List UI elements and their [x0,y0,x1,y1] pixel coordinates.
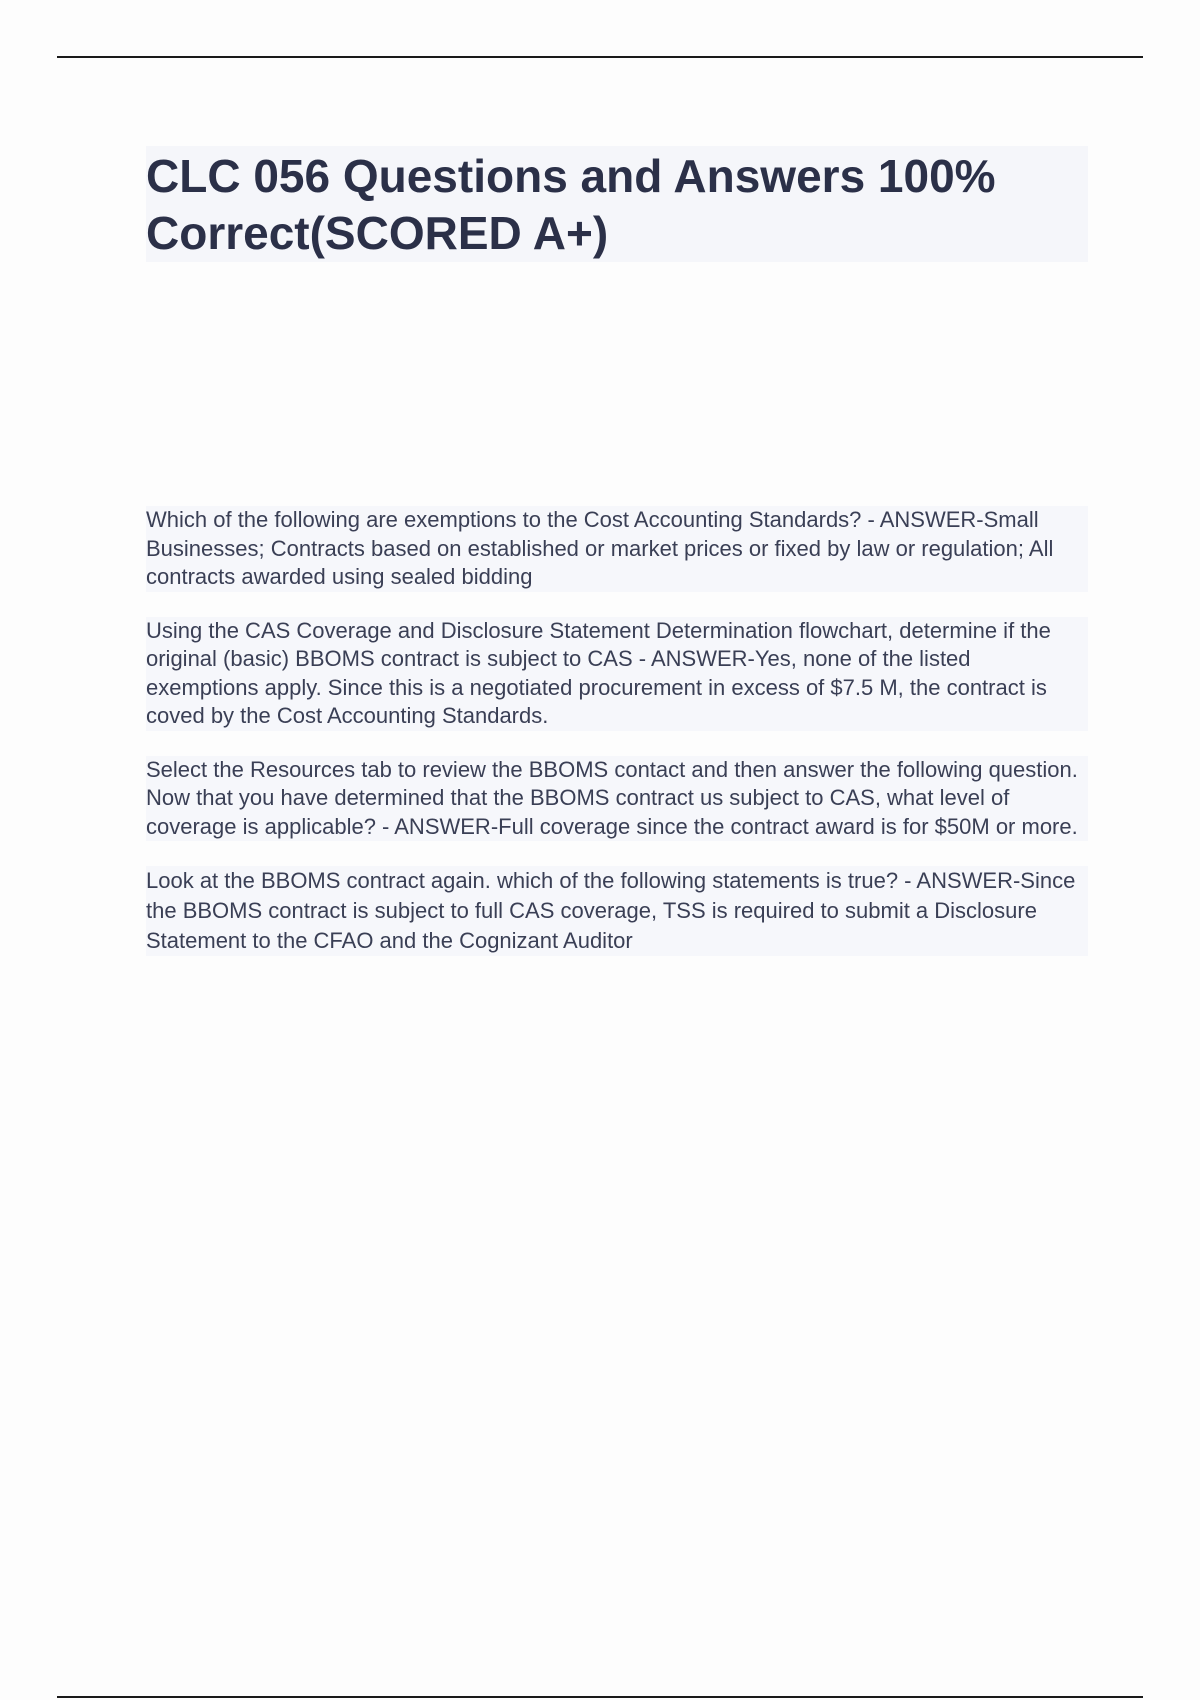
qa-list [146,506,1088,981]
title-block [146,146,1088,262]
qa-item: Select the Resources tab to review the BBOMS contact and then answer the following question. Now that you have determined that the BBOMS contract us subject to CAS, what level of coverage is applicable? - ANSWER-Full coverage since the contract award is for $50M or more. [146,756,1088,842]
header-rule [57,56,1143,58]
footer-rule [57,1696,1143,1698]
qa-item: Look at the BBOMS contract again. which of the following statements is true? - ANSWER-Since the BBOMS contract is subject to full CAS coverage, TSS is required to submit a Disclosure Statement to the CFAO and the Cognizant Auditor [146,866,1088,956]
document-title: CLC 056 Questions and Answers 100% Correct(SCORED A+) [146,150,996,259]
qa-item: Which of the following are exemptions to the Cost Accounting Standards? - ANSWER-Small Businesses; Contracts based on established or market prices or fixed by law or regulation; All contracts awarded using sealed bidding [146,506,1088,592]
qa-item: Using the CAS Coverage and Disclosure Statement Determination flowchart, determine if the original (basic) BBOMS contract is subject to CAS - ANSWER-Yes, none of the listed exemptions apply. Since this is a negotiated procurement in excess of $7.5 M, the contract is coved by the Cost Accounting Standards. [146,617,1088,731]
